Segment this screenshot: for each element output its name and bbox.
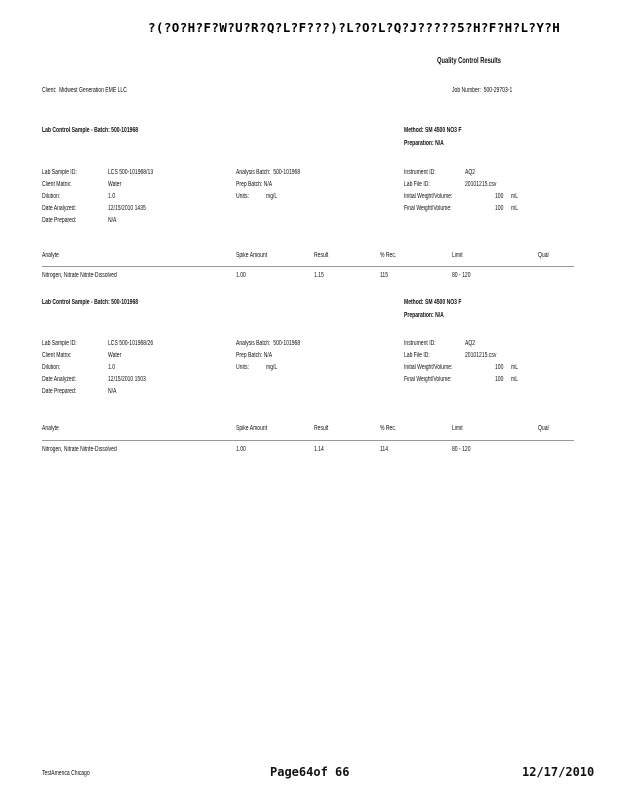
spike-amount-cell: 1.00: [236, 272, 246, 279]
initial-weight-volume-value: 100: [495, 364, 504, 371]
section-heading: Lab Control Sample - Batch: 500-101968: [42, 127, 139, 134]
units-value: mg/L: [266, 193, 278, 200]
instrument-id-label: Instrument ID:: [404, 169, 436, 176]
preparation-label: Preparation: N/A: [404, 140, 444, 147]
initial-weight-volume-unit: mL: [511, 193, 519, 200]
client-matrix-value: Water: [108, 352, 122, 359]
qual-header: Qual: [538, 252, 549, 259]
client-name: Midwest Generation EME LLC: [59, 87, 127, 94]
pct-rec-header: % Rec.: [380, 252, 397, 259]
instrument-id-label: Instrument ID:: [404, 340, 436, 347]
final-weight-volume-value: 100: [495, 376, 504, 383]
initial-weight-volume-label: Initial Weight/Volume:: [404, 193, 453, 200]
date-prepared-value: N/A: [108, 217, 117, 224]
final-weight-volume-value: 100: [495, 205, 504, 212]
limit-header: Limit: [452, 252, 463, 259]
pct-rec-header: % Rec.: [380, 425, 397, 432]
analyte-cell: Nitrogen, Nitrate Nitrite-Dissolved: [42, 272, 117, 279]
method-label: Method: SM 4500 NO3 F: [404, 127, 462, 134]
analysis-batch-field: Analysis Batch: 500-101968: [236, 169, 301, 176]
initial-weight-volume-label: Initial Weight/Volume:: [404, 364, 453, 371]
garbled-title: ?(?O?H?F?W?U?R?Q?L?F???)?L?O?L?Q?J?????5?H?F?H?L?Y?H: [148, 20, 561, 35]
analyte-header: Analyte: [42, 425, 59, 432]
dilution-label: Dilution:: [42, 193, 61, 200]
limit-cell: 80 - 120: [452, 272, 471, 279]
prep-batch-field: Prep Batch: N/A: [236, 181, 273, 188]
client-matrix-value: Water: [108, 181, 122, 188]
lab-file-id-value: 20101215.csv: [465, 181, 497, 188]
footer-lab-name: TestAmerica Chicago: [42, 770, 90, 777]
client-label: Client:: [42, 87, 57, 94]
date-analyzed-label: Date Analyzed:: [42, 376, 76, 383]
lab-sample-id-value: LCS 500-101968/13: [108, 169, 154, 176]
final-weight-volume-label: Final Weight/Volume:: [404, 205, 452, 212]
limit-cell: 80 - 120: [452, 446, 471, 453]
preparation-label: Preparation: N/A: [404, 312, 444, 319]
instrument-id-value: AQ2: [465, 169, 476, 176]
job-number-value: 500-29703-1: [483, 87, 513, 94]
report-title: Quality Control Results: [437, 56, 502, 65]
result-header: Result: [314, 425, 329, 432]
initial-weight-volume-value: 100: [495, 193, 504, 200]
instrument-id-value: AQ2: [465, 340, 476, 347]
table-header-divider: [42, 266, 574, 267]
units-label: Units:: [236, 193, 249, 200]
spike-amount-header: Spike Amount: [236, 252, 268, 259]
units-label: Units:: [236, 364, 249, 371]
analyte-header: Analyte: [42, 252, 59, 259]
units-value: mg/L: [266, 364, 278, 371]
final-weight-volume-unit: mL: [511, 205, 519, 212]
date-prepared-value: N/A: [108, 388, 117, 395]
lab-sample-id-label: Lab Sample ID:: [42, 169, 77, 176]
client-matrix-label: Client Matrix:: [42, 181, 72, 188]
lab-file-id-label: Lab File ID:: [404, 181, 430, 188]
job-number-line: [452, 87, 536, 94]
limit-header: Limit: [452, 425, 463, 432]
job-number-label: Job Number:: [452, 87, 481, 94]
analysis-batch-field: Analysis Batch: 500-101968: [236, 340, 301, 347]
final-weight-volume-unit: mL: [511, 376, 519, 383]
dilution-label: Dilution:: [42, 364, 61, 371]
prep-batch-field: Prep Batch: N/A: [236, 352, 273, 359]
footer-date: 12/17/2010: [522, 765, 595, 779]
date-analyzed-value: 12/15/2010 1503: [108, 376, 146, 383]
qual-header: Qual: [538, 425, 549, 432]
section-heading: Lab Control Sample - Batch: 500-101968: [42, 299, 139, 306]
footer-page-number: Page64of 66: [270, 765, 350, 779]
date-prepared-label: Date Prepared:: [42, 217, 77, 224]
date-prepared-label: Date Prepared:: [42, 388, 77, 395]
method-label: Method: SM 4500 NO3 F: [404, 299, 462, 306]
initial-weight-volume-unit: mL: [511, 364, 519, 371]
dilution-value: 1.0: [108, 364, 116, 371]
client-line: [42, 87, 160, 94]
pct-rec-cell: 114: [380, 446, 389, 453]
result-header: Result: [314, 252, 329, 259]
date-analyzed-value: 12/15/2010 1435: [108, 205, 146, 212]
final-weight-volume-label: Final Weight/Volume:: [404, 376, 452, 383]
date-analyzed-label: Date Analyzed:: [42, 205, 76, 212]
spike-amount-cell: 1.00: [236, 446, 246, 453]
dilution-value: 1.0: [108, 193, 116, 200]
spike-amount-header: Spike Amount: [236, 425, 268, 432]
lab-sample-id-value: LCS 500-101968/26: [108, 340, 154, 347]
lab-file-id-value: 20101215.csv: [465, 352, 497, 359]
result-cell: 1.15: [314, 272, 324, 279]
lab-file-id-label: Lab File ID:: [404, 352, 430, 359]
table-header-divider: [42, 440, 574, 441]
client-matrix-label: Client Matrix:: [42, 352, 72, 359]
lab-sample-id-label: Lab Sample ID:: [42, 340, 77, 347]
analyte-cell: Nitrogen, Nitrate Nitrite-Dissolved: [42, 446, 117, 453]
result-cell: 1.14: [314, 446, 324, 453]
pct-rec-cell: 115: [380, 272, 389, 279]
